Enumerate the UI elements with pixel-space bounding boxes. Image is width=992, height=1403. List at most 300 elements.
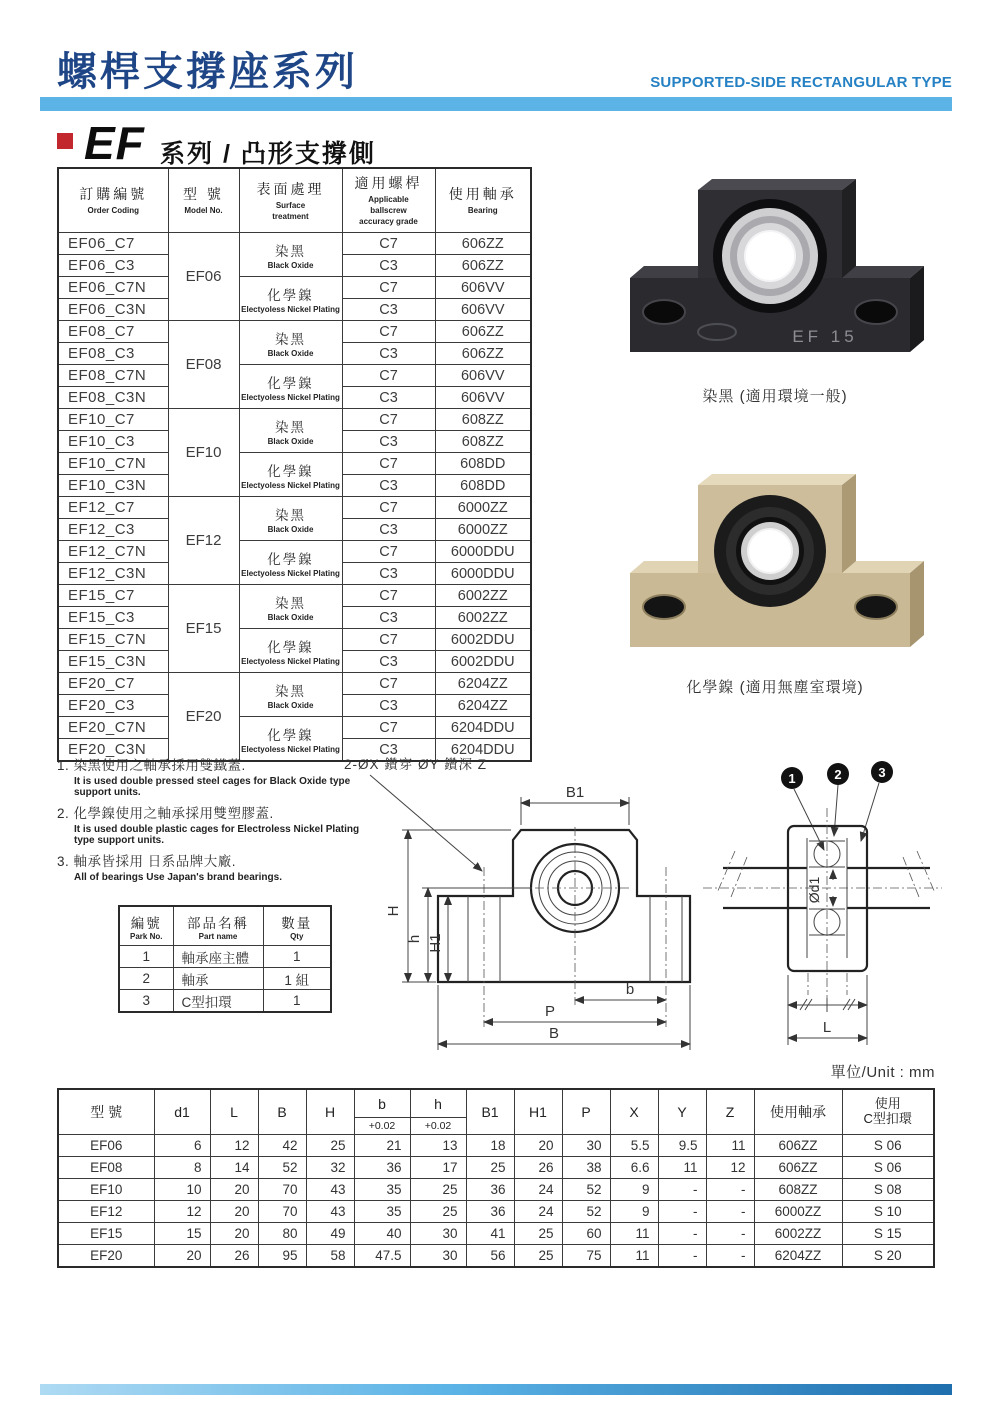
dims-cell: S 10 [842, 1201, 934, 1223]
order-code-cell: EF20_C3N [58, 739, 168, 762]
spec-header-bearing: 使用軸承 Bearing [435, 168, 531, 233]
accuracy-grade-cell: C3 [342, 607, 435, 629]
svg-text:1: 1 [788, 771, 796, 786]
page-subtitle: SUPPORTED-SIDE RECTANGULAR TYPE [650, 74, 952, 91]
dim-B: B [548, 1025, 560, 1042]
surface-zh: 染黑 [275, 507, 306, 523]
dims-cell: - [658, 1245, 706, 1268]
surface-zh: 染黑 [275, 595, 306, 611]
nickel-support-unit-image [610, 455, 940, 670]
spec-header-row [58, 168, 531, 233]
dims-cell: 20 [514, 1135, 562, 1157]
bearing-cell: 6000DDU [435, 563, 531, 585]
dims-cell: EF06 [58, 1135, 154, 1157]
model-cell: EF15 [168, 585, 239, 673]
part-no-cell: 3 [119, 990, 173, 1013]
spec-row [58, 541, 531, 563]
dims-cell: 11 [706, 1135, 754, 1157]
dims-cell: 606ZZ [754, 1157, 842, 1179]
accuracy-grade-cell: C3 [342, 651, 435, 673]
dims-cell: 5.5 [610, 1135, 658, 1157]
note-zh: 3. 軸承皆採用 日系品牌大廠. [57, 854, 237, 869]
bearing-cell: 606VV [435, 387, 531, 409]
accuracy-grade-cell: C3 [342, 255, 435, 277]
surface-en: Black Oxide [267, 348, 314, 358]
bearing-cell: 606VV [435, 365, 531, 387]
notes-section [57, 750, 367, 883]
surface-treatment-cell [239, 629, 342, 673]
dims-header-H: H [306, 1089, 354, 1135]
bearing-cell: 6204DDU [435, 739, 531, 762]
dims-cell: 47.5 [354, 1245, 410, 1268]
dims-header-L: L [210, 1089, 258, 1135]
dims-header-ring: 使用 C型扣環 [842, 1089, 934, 1135]
dims-header-B: B [258, 1089, 306, 1135]
surface-zh: 化學鎳 [267, 727, 314, 743]
dims-cell: 21 [354, 1135, 410, 1157]
order-code-cell: EF06_C3 [58, 255, 168, 277]
note-zh: 1. 染黑使用之軸承採用雙鐵蓋. [57, 758, 246, 773]
bearing-cell: 6204ZZ [435, 673, 531, 695]
spec-row [58, 497, 531, 519]
bearing-cell: 6002DDU [435, 651, 531, 673]
product-photo-black-oxide [610, 160, 940, 375]
surface-en: Black Oxide [267, 436, 314, 446]
dims-cell: 26 [210, 1245, 258, 1268]
parts-header-name: 部品名稱 Part name [173, 906, 263, 946]
spec-table [57, 167, 532, 762]
dims-cell: - [658, 1223, 706, 1245]
dim-H: H [385, 905, 402, 917]
dims-row [58, 1245, 934, 1268]
series-title: EF [84, 117, 145, 169]
header-divider-bar [40, 97, 952, 111]
dims-cell: 56 [466, 1245, 514, 1268]
dims-cell: 11 [610, 1223, 658, 1245]
surface-zh: 化學鎳 [267, 639, 314, 655]
accuracy-grade-cell: C7 [342, 673, 435, 695]
dims-header-h-tol: +0.02 [410, 1118, 466, 1135]
accuracy-grade-cell: C7 [342, 541, 435, 563]
dims-cell: 606ZZ [754, 1135, 842, 1157]
note-en: It is used double plastic cages for Electroless Nickel Plating type support units. [74, 824, 360, 846]
dims-cell: - [658, 1179, 706, 1201]
spec-header-grade: 適用螺桿 Applicable ballscrew accuracy grade [342, 168, 435, 233]
bearing-cell: 606VV [435, 277, 531, 299]
dims-cell: 60 [562, 1223, 610, 1245]
dims-cell: 70 [258, 1179, 306, 1201]
order-code-cell: EF20_C7 [58, 673, 168, 695]
dims-cell: 9 [610, 1201, 658, 1223]
order-code-cell: EF10_C7N [58, 453, 168, 475]
dims-header-Z: Z [706, 1089, 754, 1135]
surface-en: Black Oxide [267, 524, 314, 534]
bearing-cell: 6000ZZ [435, 519, 531, 541]
dims-cell: 10 [154, 1179, 210, 1201]
order-code-cell: EF12_C7 [58, 497, 168, 519]
dims-cell: 20 [210, 1223, 258, 1245]
model-cell: EF06 [168, 233, 239, 321]
part-name-cell: 軸承 [173, 968, 263, 990]
dim-h: h [406, 934, 423, 944]
dims-cell: 30 [410, 1223, 466, 1245]
dims-cell: 14 [210, 1157, 258, 1179]
dim-b: b [625, 981, 635, 998]
dims-cell: 40 [354, 1223, 410, 1245]
spec-row [58, 409, 531, 431]
dims-cell: S 08 [842, 1179, 934, 1201]
dims-cell: 17 [410, 1157, 466, 1179]
order-code-cell: EF10_C3 [58, 431, 168, 453]
accuracy-grade-cell: C3 [342, 563, 435, 585]
dims-cell: 6000ZZ [754, 1201, 842, 1223]
dims-cell: 608ZZ [754, 1179, 842, 1201]
dims-header-X: X [610, 1089, 658, 1135]
bearing-cell: 6000DDU [435, 541, 531, 563]
dims-cell: 18 [466, 1135, 514, 1157]
side-view-drawing [695, 753, 950, 1060]
surface-treatment-cell [239, 585, 342, 629]
surface-zh: 化學鎳 [267, 551, 314, 567]
dims-cell: EF10 [58, 1179, 154, 1201]
order-code-cell: EF20_C3 [58, 695, 168, 717]
order-code-cell: EF10_C3N [58, 475, 168, 497]
dims-cell: 24 [514, 1201, 562, 1223]
bearing-cell: 608ZZ [435, 431, 531, 453]
dims-row [58, 1179, 934, 1201]
bearing-cell: 6002DDU [435, 629, 531, 651]
spec-row [58, 717, 531, 739]
accuracy-grade-cell: C7 [342, 585, 435, 607]
surface-en: Electyoless Nickel Plating [241, 744, 340, 754]
order-code-cell: EF20_C7N [58, 717, 168, 739]
series-subtitle: 系列 / 凸形支撐側 [160, 140, 376, 168]
dims-row [58, 1157, 934, 1179]
photo-caption-nickel: 化學鎳 (適用無塵室環境) [686, 679, 864, 696]
dims-row [58, 1201, 934, 1223]
part-qty-cell: 1 組 [263, 968, 331, 990]
dims-cell: 36 [354, 1157, 410, 1179]
surface-treatment-cell [239, 365, 342, 409]
dims-header-Y: Y [658, 1089, 706, 1135]
note-zh: 2. 化學鎳使用之軸承採用雙塑膠蓋. [57, 806, 274, 821]
dims-cell: 32 [306, 1157, 354, 1179]
accuracy-grade-cell: C7 [342, 453, 435, 475]
accuracy-grade-cell: C7 [342, 409, 435, 431]
surface-en: Black Oxide [267, 260, 314, 270]
parts-row [119, 968, 331, 990]
dims-header-h: h [410, 1089, 466, 1118]
surface-en: Electyoless Nickel Plating [241, 656, 340, 666]
accuracy-grade-cell: C3 [342, 695, 435, 717]
parts-header-qty: 數量 Qty [263, 906, 331, 946]
engraving-text: EF 15 [792, 327, 858, 346]
page-title: 螺桿支撐座系列 [57, 50, 358, 94]
dims-cell: EF12 [58, 1201, 154, 1223]
order-code-cell: EF06_C7N [58, 277, 168, 299]
order-code-cell: EF15_C3N [58, 651, 168, 673]
spec-row [58, 585, 531, 607]
dims-cell: 49 [306, 1223, 354, 1245]
bearing-cell: 606ZZ [435, 233, 531, 255]
note-en: All of bearings Use Japan's brand bearings. [74, 872, 282, 883]
dims-cell: 26 [514, 1157, 562, 1179]
dims-cell: 9.5 [658, 1135, 706, 1157]
order-code-cell: EF15_C7 [58, 585, 168, 607]
order-code-cell: EF06_C3N [58, 299, 168, 321]
surface-zh: 染黑 [275, 683, 306, 699]
accuracy-grade-cell: C7 [342, 717, 435, 739]
dims-cell: 70 [258, 1201, 306, 1223]
bearing-cell: 6002ZZ [435, 585, 531, 607]
dims-header-H1: H1 [514, 1089, 562, 1135]
dims-cell: - [658, 1201, 706, 1223]
part-name-cell: 軸承座主體 [173, 946, 263, 968]
surface-treatment-cell [239, 233, 342, 277]
dims-cell: 20 [154, 1245, 210, 1268]
bearing-cell: 606ZZ [435, 343, 531, 365]
dims-header-B1: B1 [466, 1089, 514, 1135]
front-view-drawing [340, 755, 700, 1065]
accuracy-grade-cell: C3 [342, 387, 435, 409]
dims-cell: 12 [154, 1201, 210, 1223]
dims-cell: 42 [258, 1135, 306, 1157]
order-code-cell: EF12_C3 [58, 519, 168, 541]
part-no-cell: 1 [119, 946, 173, 968]
surface-zh: 化學鎳 [267, 287, 314, 303]
order-code-cell: EF08_C3 [58, 343, 168, 365]
dims-cell: 6204ZZ [754, 1245, 842, 1268]
black-support-unit-image [610, 160, 940, 375]
order-code-cell: EF08_C3N [58, 387, 168, 409]
accuracy-grade-cell: C7 [342, 629, 435, 651]
dims-header-P: P [562, 1089, 610, 1135]
unit-label: 單位/Unit : mm [830, 1064, 935, 1081]
dims-cell: 36 [466, 1179, 514, 1201]
parts-header-row [119, 906, 331, 946]
spec-row [58, 233, 531, 255]
surface-treatment-cell [239, 321, 342, 365]
dims-cell: 13 [410, 1135, 466, 1157]
bearing-cell: 606ZZ [435, 255, 531, 277]
dims-cell: 58 [306, 1245, 354, 1268]
order-code-cell: EF08_C7 [58, 321, 168, 343]
bearing-cell: 606ZZ [435, 321, 531, 343]
dims-cell: 12 [210, 1135, 258, 1157]
spec-row [58, 629, 531, 651]
photo-caption-black: 染黑 (適用環境一般) [702, 388, 848, 405]
footer-bar [40, 1384, 952, 1395]
accuracy-grade-cell: C3 [342, 299, 435, 321]
dims-header-b-tol: +0.02 [354, 1118, 410, 1135]
surface-treatment-cell [239, 453, 342, 497]
dims-cell: 11 [658, 1157, 706, 1179]
dims-cell: 35 [354, 1179, 410, 1201]
dims-cell: 25 [466, 1157, 514, 1179]
bearing-cell: 608DD [435, 453, 531, 475]
dim-H1: H1 [427, 933, 444, 953]
dims-cell: 43 [306, 1179, 354, 1201]
dims-header-row-1 [58, 1089, 934, 1118]
dims-cell: 41 [466, 1223, 514, 1245]
dims-cell: - [706, 1179, 754, 1201]
accuracy-grade-cell: C7 [342, 497, 435, 519]
accuracy-grade-cell: C7 [342, 277, 435, 299]
surface-treatment-cell [239, 673, 342, 717]
dims-cell: - [706, 1245, 754, 1268]
accuracy-grade-cell: C3 [342, 431, 435, 453]
surface-en: Electyoless Nickel Plating [241, 392, 340, 402]
accuracy-grade-cell: C3 [342, 739, 435, 762]
surface-zh: 染黑 [275, 243, 306, 259]
dims-cell: 36 [466, 1201, 514, 1223]
model-cell: EF12 [168, 497, 239, 585]
dims-cell: 75 [562, 1245, 610, 1268]
product-photo-nickel [610, 455, 940, 670]
hole-note-label: 2-ØX 鑽穿 ØY 鑽深 Z [344, 757, 488, 772]
surface-treatment-cell [239, 409, 342, 453]
dims-cell: 8 [154, 1157, 210, 1179]
spec-row [58, 321, 531, 343]
dims-cell: 6002ZZ [754, 1223, 842, 1245]
dims-cell: - [706, 1201, 754, 1223]
bearing-cell: 608DD [435, 475, 531, 497]
dim-d1: Ød1 [806, 876, 822, 904]
dims-cell: 25 [514, 1245, 562, 1268]
surface-en: Electyoless Nickel Plating [241, 304, 340, 314]
bearing-cell: 606VV [435, 299, 531, 321]
surface-zh: 染黑 [275, 419, 306, 435]
dims-cell: 24 [514, 1179, 562, 1201]
surface-treatment-cell [239, 277, 342, 321]
dims-header-d1: d1 [154, 1089, 210, 1135]
dims-header-bearing: 使用軸承 [754, 1089, 842, 1135]
surface-treatment-cell [239, 541, 342, 585]
dims-header-model: 型 號 [58, 1089, 154, 1135]
dims-cell: 52 [258, 1157, 306, 1179]
order-code-cell: EF10_C7 [58, 409, 168, 431]
dims-cell: 80 [258, 1223, 306, 1245]
accuracy-grade-cell: C7 [342, 365, 435, 387]
order-code-cell: EF12_C7N [58, 541, 168, 563]
dims-cell: 38 [562, 1157, 610, 1179]
dims-cell: 25 [514, 1223, 562, 1245]
accuracy-grade-cell: C7 [342, 321, 435, 343]
dims-header-b: b [354, 1089, 410, 1118]
dims-cell: 11 [610, 1245, 658, 1268]
surface-en: Black Oxide [267, 612, 314, 622]
spec-row [58, 277, 531, 299]
dims-cell: 25 [306, 1135, 354, 1157]
bearing-cell: 6204DDU [435, 717, 531, 739]
part-no-cell: 2 [119, 968, 173, 990]
svg-text:2: 2 [834, 767, 842, 782]
dims-cell: 25 [410, 1179, 466, 1201]
dims-row [58, 1223, 934, 1245]
dims-row [58, 1135, 934, 1157]
order-code-cell: EF06_C7 [58, 233, 168, 255]
dims-cell: EF20 [58, 1245, 154, 1268]
accuracy-grade-cell: C3 [342, 475, 435, 497]
dims-cell: 52 [562, 1201, 610, 1223]
surface-zh: 化學鎳 [267, 375, 314, 391]
svg-text:3: 3 [878, 765, 886, 780]
model-cell: EF10 [168, 409, 239, 497]
spec-row [58, 453, 531, 475]
model-cell: EF20 [168, 673, 239, 762]
spec-header-surface: 表面處理 Surface treatment [239, 168, 342, 233]
parts-row [119, 990, 331, 1013]
parts-row [119, 946, 331, 968]
dims-cell: 52 [562, 1179, 610, 1201]
surface-en: Electyoless Nickel Plating [241, 480, 340, 490]
dims-cell: S 06 [842, 1135, 934, 1157]
dimension-table [57, 1088, 935, 1268]
dims-cell: S 06 [842, 1157, 934, 1179]
accuracy-grade-cell: C7 [342, 233, 435, 255]
model-cell: EF08 [168, 321, 239, 409]
dim-P: P [544, 1003, 556, 1020]
spec-row [58, 365, 531, 387]
dims-cell: - [706, 1223, 754, 1245]
order-code-cell: EF08_C7N [58, 365, 168, 387]
dim-L: L [822, 1019, 832, 1036]
spec-header-order: 訂購編號 Order Coding [58, 168, 168, 233]
parts-table [118, 905, 332, 1013]
bearing-cell: 6000ZZ [435, 497, 531, 519]
surface-en: Electyoless Nickel Plating [241, 568, 340, 578]
dims-cell: 30 [562, 1135, 610, 1157]
surface-zh: 染黑 [275, 331, 306, 347]
note-en: It is used double pressed steel cages for Black Oxide type support units. [74, 776, 351, 798]
surface-treatment-cell [239, 497, 342, 541]
dim-B1: B1 [565, 784, 585, 801]
surface-en: Black Oxide [267, 700, 314, 710]
accuracy-grade-cell: C3 [342, 519, 435, 541]
bearing-cell: 6002ZZ [435, 607, 531, 629]
dims-cell: 6 [154, 1135, 210, 1157]
dims-cell: EF08 [58, 1157, 154, 1179]
order-code-cell: EF12_C3N [58, 563, 168, 585]
dims-cell: 20 [210, 1179, 258, 1201]
part-qty-cell: 1 [263, 946, 331, 968]
dims-cell: 43 [306, 1201, 354, 1223]
dims-cell: 95 [258, 1245, 306, 1268]
surface-zh: 化學鎳 [267, 463, 314, 479]
dims-cell: EF15 [58, 1223, 154, 1245]
bearing-cell: 6204ZZ [435, 695, 531, 717]
parts-header-no: 編號 Park No. [119, 906, 173, 946]
dims-cell: S 20 [842, 1245, 934, 1268]
order-code-cell: EF15_C7N [58, 629, 168, 651]
dims-cell: 25 [410, 1201, 466, 1223]
dims-cell: 30 [410, 1245, 466, 1268]
part-name-cell: C型扣環 [173, 990, 263, 1013]
section-bullet [57, 133, 73, 149]
order-code-cell: EF15_C3 [58, 607, 168, 629]
dims-cell: 12 [706, 1157, 754, 1179]
spec-header-model: 型 號 Model No. [168, 168, 239, 233]
dims-cell: 15 [154, 1223, 210, 1245]
accuracy-grade-cell: C3 [342, 343, 435, 365]
dims-cell: 9 [610, 1179, 658, 1201]
dims-cell: 35 [354, 1201, 410, 1223]
dims-cell: 6.6 [610, 1157, 658, 1179]
part-qty-cell: 1 [263, 990, 331, 1013]
dims-cell: 20 [210, 1201, 258, 1223]
dims-cell: S 15 [842, 1223, 934, 1245]
spec-row [58, 673, 531, 695]
